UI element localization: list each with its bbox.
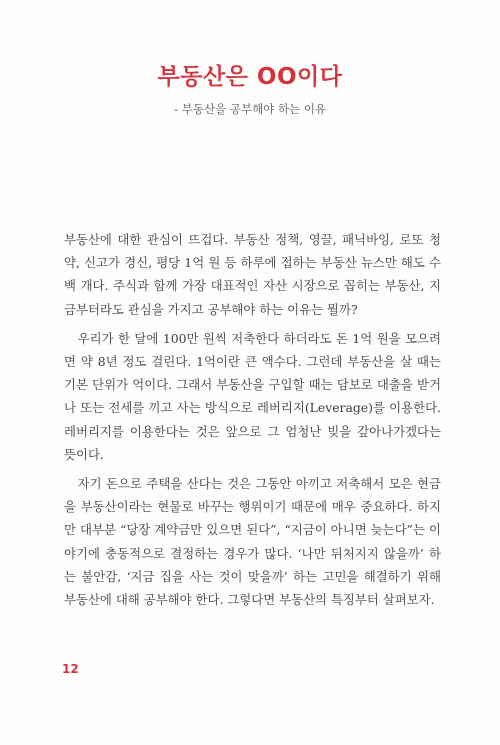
paragraph-leverage: 우리가 한 달에 100만 원씩 저축한다 하더라도 돈 1억 원을 모으려면 약 8년 정도 걸린다. 1억이란 큰 액수다. 그런데 부동산을 살 때는 기본 단위가 억이다. 그래서 부동산을 구입할 때는 담보로 대출을 받거나 또는 전세를 끼고 사는 방식으로 레버리지(Leverage)를 이용한다. 레버리지를 이용한다는 것은 앞으로 그 엄청난 빚을 갚아나가겠다는 뜻이다. — [64, 330, 441, 462]
chapter-subtitle: - 부동산을 공부해야 하는 이유 — [173, 102, 327, 116]
paragraph-intro: 부동산에 대한 관심이 뜨겁다. 부동산 정책, 영끌, 패닉바잉, 로또 청약, 신고가 경신, 평당 1억 원 등 하루에 접하는 부동산 뉴스만 해도 수백 개다. 주식과 함께 가장 대표적인 자산 시장으로 꼽히는 부동산, 지금부터라도 관심을 가지고 공부해야 하는 이유는 뭘까? — [64, 232, 441, 317]
chapter-title: 부동산은 OO이다 — [157, 64, 343, 90]
paragraph-reason: 자기 돈으로 주택을 산다는 것은 그동안 아끼고 저축해서 모은 현금을 부동산이라는 현물로 바꾸는 행위이기 때문에 매우 중요하다. 하지만 대부분 “당장 계약금만 있으면 된다”, “지금이 아니면 늦는다”는 이야기에 충동적으로 결정하는 경우가 많다. ‘나만 뒤처지지 않을까’ 하는 불안감, ‘지금 집을 사는 것이 맞을까’ 하는 고민을 해결하기 위해 부동산에 대해 공부해야 한다. 그렇다면 부동산의 특징부터 살펴보자. — [64, 476, 441, 608]
body-text — [64, 228, 441, 617]
page-number: 12 — [62, 662, 79, 676]
